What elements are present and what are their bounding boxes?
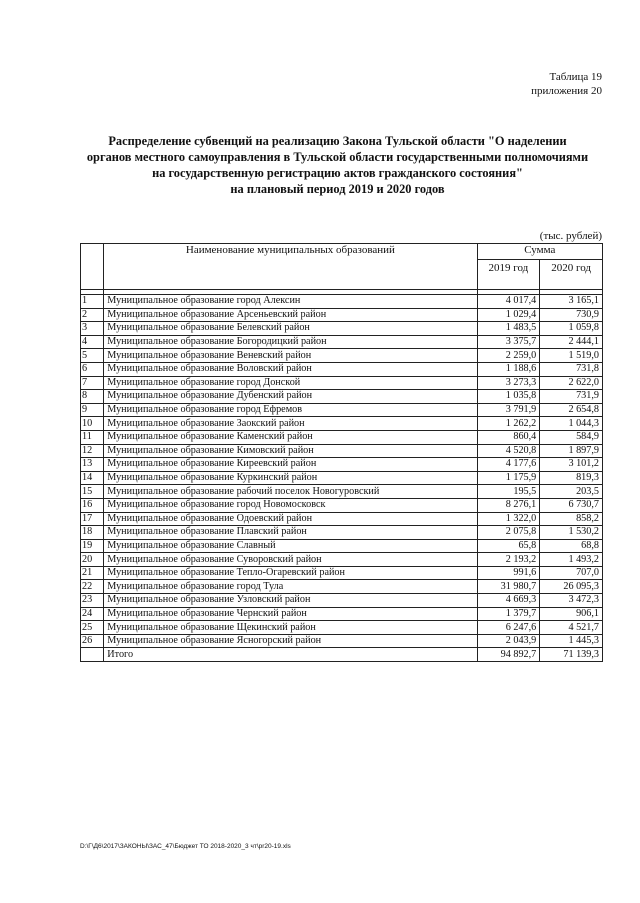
amount-2020: 906,1 bbox=[540, 607, 603, 621]
table-row bbox=[81, 512, 603, 526]
amount-2019: 65,8 bbox=[477, 539, 540, 553]
municipality-name: Муниципальное образование город Алексин bbox=[104, 295, 477, 309]
row-number: 6 bbox=[81, 362, 104, 376]
amount-2020: 4 521,7 bbox=[540, 621, 603, 635]
document-title bbox=[80, 133, 595, 197]
header-number bbox=[81, 244, 104, 290]
amount-2019: 1 379,7 bbox=[477, 607, 540, 621]
amount-2019: 3 273,3 bbox=[477, 376, 540, 390]
amount-2019: 2 075,8 bbox=[477, 526, 540, 540]
municipality-name: Муниципальное образование Куркинский район bbox=[104, 471, 477, 485]
table-row bbox=[81, 607, 603, 621]
amount-2019: 195,5 bbox=[477, 485, 540, 499]
amount-2020: 584,9 bbox=[540, 430, 603, 444]
municipality-name: Муниципальное образование Богородицкий район bbox=[104, 335, 477, 349]
amount-2019: 1 029,4 bbox=[477, 308, 540, 322]
table-row bbox=[81, 362, 603, 376]
header-year-2020: 2020 год bbox=[540, 260, 603, 290]
table-row bbox=[81, 539, 603, 553]
amount-2019: 1 175,9 bbox=[477, 471, 540, 485]
row-number: 18 bbox=[81, 526, 104, 540]
table-row bbox=[81, 580, 603, 594]
amount-2019: 3 791,9 bbox=[477, 403, 540, 417]
municipality-name: Муниципальное образование Тепло-Огаревский район bbox=[104, 566, 477, 580]
municipality-name: Муниципальное образование Воловский район bbox=[104, 362, 477, 376]
amount-2019: 1 188,6 bbox=[477, 362, 540, 376]
municipality-name: Муниципальное образование Одоевский район bbox=[104, 512, 477, 526]
row-number: 2 bbox=[81, 308, 104, 322]
municipality-name: Муниципальное образование Киреевский район bbox=[104, 458, 477, 472]
amount-2019: 991,6 bbox=[477, 566, 540, 580]
table-row bbox=[81, 295, 603, 309]
amount-2019: 6 247,6 bbox=[477, 621, 540, 635]
table-row bbox=[81, 498, 603, 512]
amount-2019: 2 043,9 bbox=[477, 634, 540, 648]
appendix-number: приложения 20 bbox=[531, 85, 602, 97]
municipality-name: Муниципальное образование город Ефремов bbox=[104, 403, 477, 417]
table-row bbox=[81, 566, 603, 580]
table-row bbox=[81, 335, 603, 349]
row-number: 24 bbox=[81, 607, 104, 621]
municipality-name: Муниципальное образование Плавский район bbox=[104, 526, 477, 540]
table-row bbox=[81, 417, 603, 431]
subsidy-table bbox=[80, 243, 603, 662]
amount-2019: 4 669,3 bbox=[477, 594, 540, 608]
amount-2020: 858,2 bbox=[540, 512, 603, 526]
amount-2020: 1 445,3 bbox=[540, 634, 603, 648]
row-number: 8 bbox=[81, 390, 104, 404]
header-sum: Сумма bbox=[477, 244, 602, 260]
amount-2019: 31 980,7 bbox=[477, 580, 540, 594]
row-number: 20 bbox=[81, 553, 104, 567]
unit-label: (тыс. рублей) bbox=[539, 230, 602, 242]
table-row bbox=[81, 553, 603, 567]
row-number: 10 bbox=[81, 417, 104, 431]
amount-2020: 1 059,8 bbox=[540, 322, 603, 336]
file-path: D:\Г\Д6\2017\ЗАКОНЫ\ЗАС_47\Бюджет ТО 2018-2020_3 чт\pr20-19.xls bbox=[80, 843, 291, 850]
amount-2019: 1 035,8 bbox=[477, 390, 540, 404]
row-number bbox=[81, 648, 104, 662]
amount-2019: 2 259,0 bbox=[477, 349, 540, 363]
row-number: 25 bbox=[81, 621, 104, 635]
municipality-name: Муниципальное образование Суворовский район bbox=[104, 553, 477, 567]
amount-2020: 2 622,0 bbox=[540, 376, 603, 390]
table-row bbox=[81, 444, 603, 458]
amount-2020: 730,9 bbox=[540, 308, 603, 322]
amount-2019: 1 262,2 bbox=[477, 417, 540, 431]
amount-2019: 1 322,0 bbox=[477, 512, 540, 526]
row-number: 15 bbox=[81, 485, 104, 499]
amount-2019: 8 276,1 bbox=[477, 498, 540, 512]
municipality-name: Муниципальное образование Славный bbox=[104, 539, 477, 553]
amount-2020: 26 095,3 bbox=[540, 580, 603, 594]
row-number: 22 bbox=[81, 580, 104, 594]
amount-2019: 860,4 bbox=[477, 430, 540, 444]
table-row bbox=[81, 485, 603, 499]
header-name: Наименование муниципальных образований bbox=[104, 244, 477, 290]
municipality-name: Муниципальное образование Арсеньевский район bbox=[104, 308, 477, 322]
title-line-3: на государственную регистрацию актов гражданского состояния" bbox=[152, 166, 523, 180]
amount-2019: 4 177,6 bbox=[477, 458, 540, 472]
amount-2019: 94 892,7 bbox=[477, 648, 540, 662]
row-number: 3 bbox=[81, 322, 104, 336]
table-row bbox=[81, 322, 603, 336]
municipality-name: Муниципальное образование Ясногорский район bbox=[104, 634, 477, 648]
table-row bbox=[81, 594, 603, 608]
municipality-name: Муниципальное образование город Тула bbox=[104, 580, 477, 594]
table-row bbox=[81, 308, 603, 322]
row-number: 1 bbox=[81, 295, 104, 309]
table-row bbox=[81, 403, 603, 417]
table-number: Таблица 19 bbox=[549, 71, 602, 83]
municipality-name: Муниципальное образование Кимовский район bbox=[104, 444, 477, 458]
amount-2020: 2 444,1 bbox=[540, 335, 603, 349]
table-row bbox=[81, 634, 603, 648]
municipality-name: Муниципальное образование Чернский район bbox=[104, 607, 477, 621]
row-number: 23 bbox=[81, 594, 104, 608]
title-line-1: Распределение субвенций на реализацию Закона Тульской области "О наделении bbox=[108, 134, 567, 148]
amount-2020: 731,9 bbox=[540, 390, 603, 404]
amount-2020: 203,5 bbox=[540, 485, 603, 499]
amount-2019: 3 375,7 bbox=[477, 335, 540, 349]
table-body bbox=[81, 295, 603, 662]
table-row bbox=[81, 376, 603, 390]
municipality-name: Муниципальное образование Узловский район bbox=[104, 594, 477, 608]
row-number: 17 bbox=[81, 512, 104, 526]
amount-2019: 1 483,5 bbox=[477, 322, 540, 336]
title-line-2: органов местного самоуправления в Тульской области государственными полномочиями bbox=[86, 150, 589, 164]
table-row bbox=[81, 349, 603, 363]
amount-2020: 3 101,2 bbox=[540, 458, 603, 472]
amount-2020: 819,3 bbox=[540, 471, 603, 485]
amount-2020: 707,0 bbox=[540, 566, 603, 580]
amount-2020: 6 730,7 bbox=[540, 498, 603, 512]
amount-2020: 71 139,3 bbox=[540, 648, 603, 662]
municipality-name: Муниципальное образование город Новомосковск bbox=[104, 498, 477, 512]
amount-2019: 4 520,8 bbox=[477, 444, 540, 458]
row-number: 11 bbox=[81, 430, 104, 444]
municipality-name: Муниципальное образование Белевский район bbox=[104, 322, 477, 336]
amount-2020: 1 530,2 bbox=[540, 526, 603, 540]
table-row bbox=[81, 621, 603, 635]
amount-2019: 2 193,2 bbox=[477, 553, 540, 567]
row-number: 16 bbox=[81, 498, 104, 512]
row-number: 9 bbox=[81, 403, 104, 417]
amount-2020: 731,8 bbox=[540, 362, 603, 376]
municipality-name: Муниципальное образование Каменский район bbox=[104, 430, 477, 444]
municipality-name: Муниципальное образование Дубенский район bbox=[104, 390, 477, 404]
amount-2019: 4 017,4 bbox=[477, 295, 540, 309]
row-number: 5 bbox=[81, 349, 104, 363]
amount-2020: 68,8 bbox=[540, 539, 603, 553]
row-number: 14 bbox=[81, 471, 104, 485]
amount-2020: 1 493,2 bbox=[540, 553, 603, 567]
row-number: 21 bbox=[81, 566, 104, 580]
amount-2020: 1 897,9 bbox=[540, 444, 603, 458]
row-number: 26 bbox=[81, 634, 104, 648]
amount-2020: 1 044,3 bbox=[540, 417, 603, 431]
municipality-name: Итого bbox=[104, 648, 477, 662]
table-row bbox=[81, 471, 603, 485]
amount-2020: 2 654,8 bbox=[540, 403, 603, 417]
municipality-name: Муниципальное образование Щекинский район bbox=[104, 621, 477, 635]
row-number: 13 bbox=[81, 458, 104, 472]
amount-2020: 3 472,3 bbox=[540, 594, 603, 608]
row-number: 7 bbox=[81, 376, 104, 390]
municipality-name: Муниципальное образование Заокский район bbox=[104, 417, 477, 431]
row-number: 4 bbox=[81, 335, 104, 349]
municipality-name: Муниципальное образование Веневский район bbox=[104, 349, 477, 363]
total-row bbox=[81, 648, 603, 662]
amount-2020: 3 165,1 bbox=[540, 295, 603, 309]
table-reference bbox=[531, 70, 602, 98]
table-row bbox=[81, 430, 603, 444]
header-year-2019: 2019 год bbox=[477, 260, 540, 290]
row-number: 12 bbox=[81, 444, 104, 458]
amount-2020: 1 519,0 bbox=[540, 349, 603, 363]
municipality-name: Муниципальное образование город Донской bbox=[104, 376, 477, 390]
title-line-4: на плановый период 2019 и 2020 годов bbox=[230, 182, 445, 196]
table-row bbox=[81, 526, 603, 540]
table-row bbox=[81, 390, 603, 404]
municipality-name: Муниципальное образование рабочий поселок Новогуровский bbox=[104, 485, 477, 499]
table-row bbox=[81, 458, 603, 472]
row-number: 19 bbox=[81, 539, 104, 553]
